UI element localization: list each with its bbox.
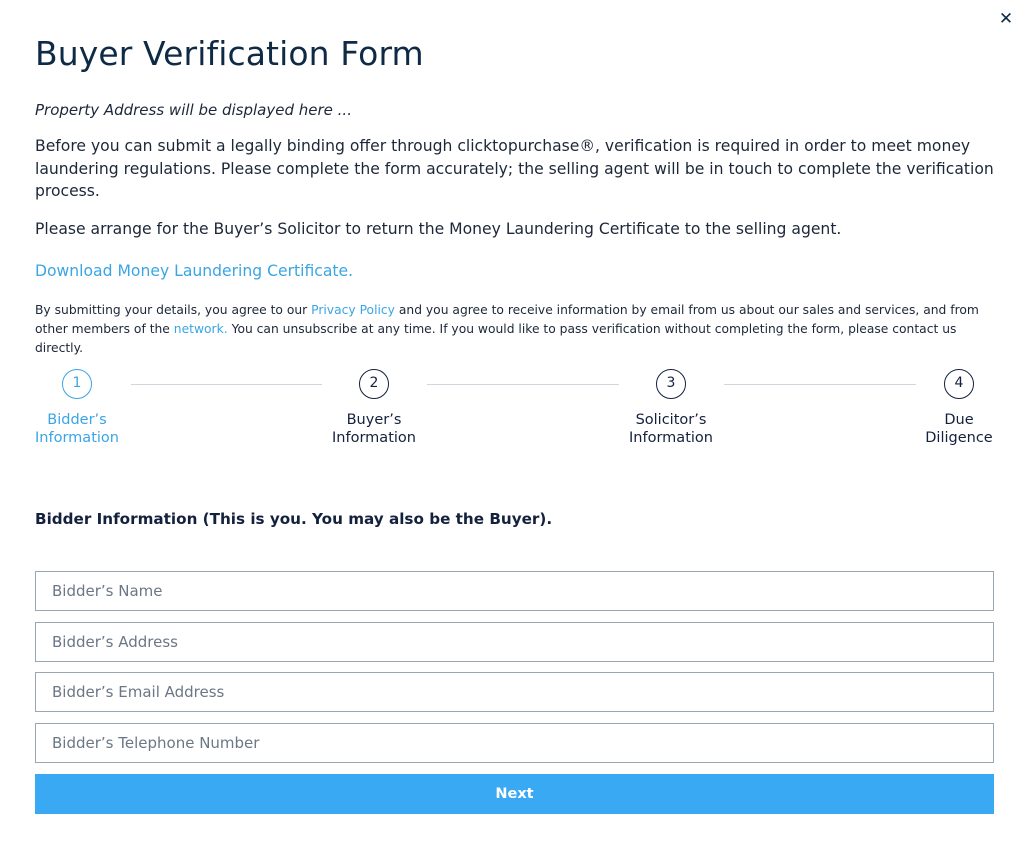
step-connector xyxy=(724,384,916,385)
bidder-address-input[interactable] xyxy=(36,623,993,661)
bidder-telephone-input[interactable] xyxy=(36,724,993,762)
bidder-email-input[interactable] xyxy=(36,673,993,711)
step-number: 1 xyxy=(62,369,92,399)
step-label-line: Information xyxy=(35,430,119,446)
step-connector xyxy=(131,384,322,385)
step-buyers-information[interactable] xyxy=(304,369,444,447)
next-button[interactable]: Next xyxy=(35,774,994,814)
step-label-line: Diligence xyxy=(925,430,993,446)
network-link[interactable]: network. xyxy=(173,321,228,336)
bidder-address-field-wrapper xyxy=(35,622,994,662)
step-label-line: Buyer’s xyxy=(346,412,402,428)
step-bidders-information[interactable] xyxy=(7,369,147,447)
step-label xyxy=(304,411,444,447)
consent-part2: and you agree to receive information by email from us about our sales and services, and from other members of the xyxy=(35,302,979,336)
close-button[interactable] xyxy=(994,8,1018,30)
bidder-email-field-wrapper xyxy=(35,672,994,712)
step-due-diligence[interactable] xyxy=(889,369,1024,447)
step-solicitors-information[interactable] xyxy=(601,369,741,447)
progress-stepper xyxy=(35,369,994,449)
step-label xyxy=(601,411,741,447)
step-label-line: Information xyxy=(629,430,713,446)
step-number: 4 xyxy=(944,369,974,399)
close-icon: ✕ xyxy=(998,9,1014,29)
bidder-telephone-field-wrapper xyxy=(35,723,994,763)
step-number: 3 xyxy=(656,369,686,399)
page-title: Buyer Verification Form xyxy=(35,34,424,73)
step-connector xyxy=(427,384,619,385)
consent-text xyxy=(35,301,994,358)
intro-text: Before you can submit a legally binding offer through clicktopurchase®, verification is required in order to meet money laundering regulations. Please complete the form accurately; the selling agent will be in touch to complete the verification process. xyxy=(35,137,994,200)
step-label-line: Bidder’s xyxy=(47,412,107,428)
bidder-name-input[interactable] xyxy=(36,572,993,610)
dialog-content xyxy=(35,34,994,358)
section-heading: Bidder Information (This is you. You may also be the Buyer). xyxy=(35,510,553,528)
step-label xyxy=(889,411,1024,447)
consent-part1: By submitting your details, you agree to our xyxy=(35,302,312,317)
step-number: 2 xyxy=(359,369,389,399)
step-label xyxy=(7,411,147,447)
download-certificate-link[interactable]: Download Money Laundering Certificate. xyxy=(35,261,354,280)
bidder-name-field-wrapper xyxy=(35,571,994,611)
step-label-line: Solicitor’s xyxy=(635,412,707,428)
consent-part3: You can unsubscribe at any time. If you would like to pass verification without completing the form, please contact us directly. xyxy=(35,321,957,355)
step-label-line: Information xyxy=(332,430,416,446)
property-address: Property Address will be displayed here ... xyxy=(35,101,352,119)
arrange-text: Please arrange for the Buyer’s Solicitor to return the Money Laundering Certificate to the selling agent. xyxy=(35,219,842,238)
step-label-line: Due xyxy=(944,412,974,428)
privacy-policy-link[interactable]: Privacy Policy xyxy=(311,302,395,317)
